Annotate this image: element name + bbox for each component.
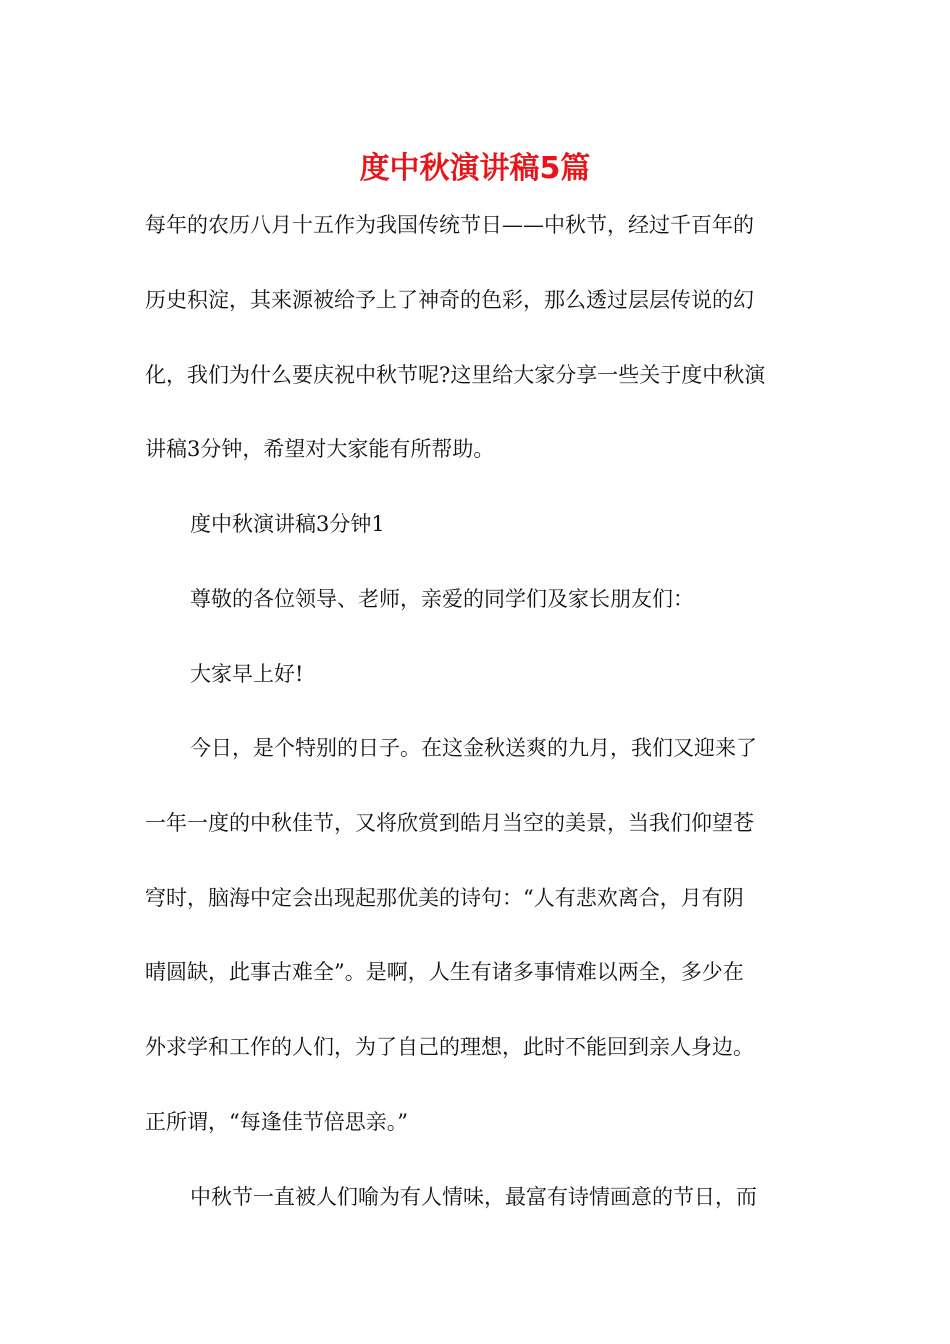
intro-line-2: 历史积淀，其来源被给予上了神奇的色彩，那么透过层层传说的幻 [145, 288, 754, 312]
paragraph2-line-1: 中秋节一直被人们喻为有人情味，最富有诗情画意的节日，而 [190, 1185, 757, 1209]
section-heading: 度中秋演讲稿3分钟1 [190, 512, 385, 536]
paragraph1-line-4: 晴圆缺，此事古难全”。是啊，人生有诸多事情难以两全，多少在 [145, 960, 744, 984]
paragraph1-line-1: 今日，是个特别的日子。在这金秋送爽的九月，我们又迎来了 [190, 736, 757, 760]
paragraph1-line-5: 外求学和工作的人们，为了自己的理想，此时不能回到亲人身边。 [145, 1035, 754, 1059]
paragraph1-line-2: 一年一度的中秋佳节，又将欣赏到皓月当空的美景，当我们仰望苍 [145, 811, 754, 835]
paragraph1-line-6: 正所谓，“每逢佳节倍思亲。” [145, 1110, 408, 1134]
intro-line-3: 化，我们为什么要庆祝中秋节呢?这里给大家分享一些关于度中秋演 [145, 363, 766, 387]
intro-line-1: 每年的农历八月十五作为我国传统节日——中秋节，经过千百年的 [145, 213, 754, 237]
intro-line-4: 讲稿3分钟，希望对大家能有所帮助。 [145, 437, 495, 461]
document-title: 度中秋演讲稿5篇 [359, 151, 591, 186]
paragraph1-line-3: 穹时，脑海中定会出现起那优美的诗句：“人有悲欢离合，月有阴 [145, 886, 744, 910]
greeting: 大家早上好! [190, 662, 304, 686]
salutation: 尊敬的各位领导、老师，亲爱的同学们及家长朋友们： [190, 587, 694, 611]
